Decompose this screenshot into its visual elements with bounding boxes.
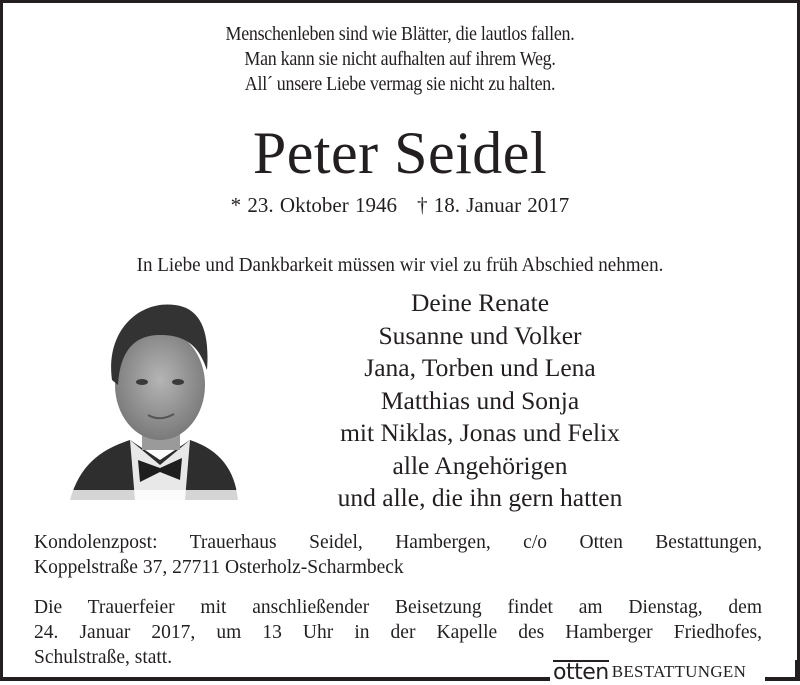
condolence-address bbox=[34, 530, 762, 580]
poem bbox=[32, 22, 768, 97]
poem-line: Man kann sie nicht aufhalten auf ihrem Weg. bbox=[244, 49, 556, 70]
funeral-line: Schulstraße, statt. bbox=[34, 647, 173, 668]
farewell-line: In Liebe und Dankbarkeit müssen wir viel zu früh Abschied nehmen. bbox=[136, 254, 664, 276]
family-line: Deine Renate bbox=[410, 288, 550, 317]
logo-suffix: BESTATTUNGEN bbox=[611, 662, 747, 681]
family-line: und alle, die ihn gern hatten bbox=[337, 483, 623, 512]
family-line: Jana, Torben und Lena bbox=[364, 353, 596, 382]
family-line: Susanne und Volker bbox=[378, 320, 582, 350]
logo-brand: otten bbox=[553, 660, 609, 685]
bottom-right-corner bbox=[795, 660, 800, 681]
bottom-border-left bbox=[0, 677, 550, 681]
portrait-photo bbox=[60, 290, 250, 510]
poem-line: All´ unsere Liebe vermag sie nicht zu halten. bbox=[244, 74, 556, 95]
condolence-line: Kondolenzpost: Trauerhaus Seidel, Hambergen, c/o Otten Bestattungen, bbox=[34, 532, 762, 553]
funeral-line: 24. Januar 2017, um 13 Uhr in der Kapelle des Hamberger Friedhofes, bbox=[34, 622, 762, 643]
deceased-name: Peter Seidel bbox=[252, 120, 548, 186]
family-line: Matthias und Sonja bbox=[380, 385, 580, 415]
condolence-line: Koppelstraße 37, 27711 Osterholz-Scharmbeck bbox=[34, 557, 404, 578]
life-dates bbox=[0, 192, 800, 218]
family-line: alle Angehörigen bbox=[392, 450, 568, 480]
birth-date: * 23. Oktober 1946 bbox=[230, 193, 397, 217]
family-line: mit Niklas, Jonas und Felix bbox=[340, 418, 620, 447]
death-date: † 18. Januar 2017 bbox=[417, 193, 570, 217]
poem-line: Menschenleben sind wie Blätter, die lautlos fallen. bbox=[225, 24, 575, 45]
family-signatures bbox=[290, 287, 670, 515]
funeral-home-logo bbox=[553, 655, 747, 685]
funeral-line: Die Trauerfeier mit anschließender Beisetzung findet am Dienstag, dem bbox=[34, 597, 762, 618]
